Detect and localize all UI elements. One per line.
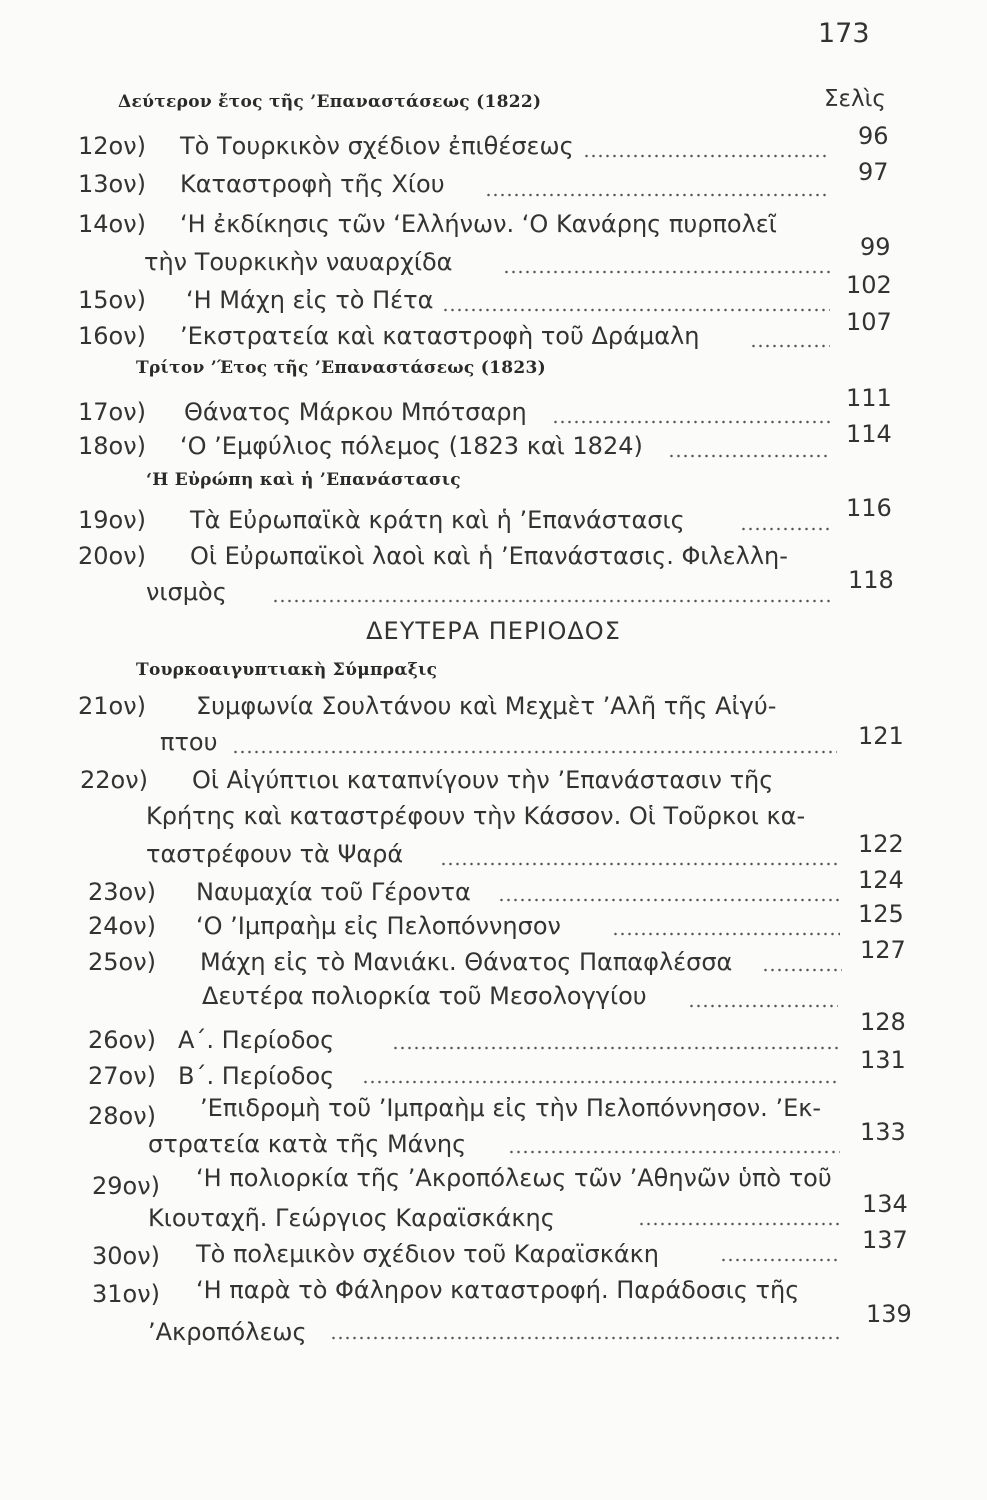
entry-title: Θάνατος Μάρκου Μπότσαρη (184, 398, 527, 426)
entry-number: 22ον) (80, 766, 148, 794)
entry-title-continued: πτου (160, 728, 218, 756)
entry-title: ’Εκστρατεία καὶ καταστροφὴ τοῦ Δράμαλη (180, 322, 700, 350)
entry-title-continued: Κρήτης καὶ καταστρέφουν τὴν Κάσσον. Οἱ Τοῦρκοι κα- (146, 802, 806, 830)
entry-number: 20ον) (78, 542, 146, 570)
entry-title: ‘Η πολιορκία τῆς ’Ακροπόλεως τῶν ’Αθηνῶν ὑπὸ τοῦ (196, 1164, 832, 1192)
page-number: 173 (818, 18, 870, 49)
entry-title-continued: ’Ακροπόλεως (148, 1318, 307, 1346)
entry-page: 116 (846, 494, 892, 522)
dot-leader (485, 193, 830, 197)
entry-page: 121 (858, 722, 904, 750)
dot-leader (442, 308, 830, 312)
entry-title: Οἱ Εὐρωπαϊκοὶ λαοὶ καὶ ἡ ’Επανάστασις. Φιλελλη- (190, 542, 788, 570)
dot-leader (583, 154, 830, 158)
entry-title: ‘Ο ’Εμφύλιος πόλεμος (1823 καὶ 1824) (180, 432, 643, 460)
entry-title: ‘Η παρὰ τὸ Φάληρον καταστροφή. Παράδοσις τῆς (196, 1276, 800, 1304)
entry-page: 107 (846, 308, 892, 336)
entry-number: 14ον) (78, 210, 146, 238)
entry-number: 13ον) (78, 170, 146, 198)
entry-title: Α΄. Περίοδος (178, 1026, 335, 1054)
entry-title-continued: στρατεία κατὰ τῆς Μάνης (148, 1130, 467, 1158)
entry-number: 31ον) (92, 1280, 160, 1308)
entry-number: 24ον) (88, 912, 156, 940)
entry-number: 27ον) (88, 1062, 156, 1090)
dot-leader (688, 1004, 838, 1008)
entry-page: 122 (858, 830, 904, 858)
subheading-title: Δευτέρα πολιορκία τοῦ Μεσολογγίου (202, 982, 647, 1010)
dot-leader (362, 1080, 840, 1084)
entry-title: ‘Ο ’Ιμπραὴμ εἰς Πελοπόννησον (196, 912, 561, 940)
entry-page: 134 (862, 1190, 908, 1218)
entry-page: 128 (860, 1008, 906, 1036)
entry-page: 99 (860, 233, 891, 261)
entry-title: Συμφωνία Σουλτάνου καὶ Μεχμὲτ ’Αλῆ τῆς Αἰγύ- (196, 692, 777, 720)
entry-number: 15ον) (78, 286, 146, 314)
entry-title: Καταστροφὴ τῆς Χίου (180, 170, 445, 198)
entry-title: Τὰ Εὐρωπαϊκὰ κράτη καὶ ἡ ’Επανάστασις (190, 506, 685, 534)
entry-title-continued: Κιουταχῆ. Γεώργιος Καραϊσκάκης (148, 1204, 555, 1232)
entry-title: Οἱ Αἰγύπτιοι καταπνίγουν τὴν ’Επανάστασιν τῆς (192, 766, 774, 794)
entry-number: 17ον) (78, 398, 146, 426)
dot-leader (330, 1336, 840, 1340)
entry-number: 30ον) (92, 1242, 160, 1270)
entry-title: Ναυμαχία τοῦ Γέροντα (196, 878, 471, 906)
entry-page: 96 (858, 122, 889, 150)
dot-leader (612, 932, 840, 936)
dot-leader (552, 420, 830, 424)
entry-title-continued: ταστρέφουν τὰ Ψαρά (146, 840, 404, 868)
entry-page: 125 (858, 900, 904, 928)
dot-leader (232, 750, 837, 754)
entry-title: ‘Η ἐκδίκησις τῶν ‘Ελλήνων. ‘Ο Κανάρης πυρπολεῖ (180, 210, 777, 238)
dot-leader (503, 270, 830, 274)
dot-leader (668, 454, 830, 458)
entry-page: 131 (860, 1046, 906, 1074)
section-heading: Τουρκοαιγυπτιακὴ Σύμπραξις (136, 660, 438, 680)
dot-leader (440, 862, 837, 866)
entry-page: 118 (848, 566, 894, 594)
dot-leader (638, 1222, 840, 1226)
entry-title: ‘Η Μάχη εἰς τὸ Πέτα (186, 286, 434, 314)
entry-page: 114 (846, 420, 892, 448)
entry-number: 29ον) (92, 1172, 160, 1200)
entry-page: 137 (862, 1226, 908, 1254)
dot-leader (740, 527, 830, 531)
section-heading: ‘Η Εὐρώπη καὶ ἡ ’Επανάστασις (146, 470, 461, 490)
section-heading: Δεύτερον ἔτος τῆς ’Επαναστάσεως (1822) (118, 92, 542, 112)
entry-title-continued: νισμὸς (146, 578, 227, 606)
entry-number: 23ον) (88, 878, 156, 906)
entry-page: 97 (858, 158, 889, 186)
entry-number: 21ον) (78, 692, 146, 720)
entry-number: 12ον) (78, 132, 146, 160)
entry-title: Τὸ πολεμικὸν σχέδιον τοῦ Καραϊσκάκη (196, 1240, 660, 1268)
dot-leader (750, 344, 830, 348)
entry-number: 26ον) (88, 1026, 156, 1054)
dot-leader (720, 1258, 840, 1262)
entry-number: 18ον) (78, 432, 146, 460)
entry-title: Β΄. Περίοδος (178, 1062, 335, 1090)
entry-title: ’Επιδρομὴ τοῦ ’Ιμπραὴμ εἰς τὴν Πελοπόννησον. ’Εκ- (200, 1094, 822, 1122)
dot-leader (508, 1150, 840, 1154)
entry-number: 19ον) (78, 506, 146, 534)
dot-leader (762, 968, 842, 972)
dot-leader (498, 898, 840, 902)
dot-leader (392, 1046, 840, 1050)
entry-number: 25ον) (88, 948, 156, 976)
entry-number: 28ον) (88, 1102, 156, 1130)
entry-title: Μάχη εἰς τὸ Μανιάκι. Θάνατος Παπαφλέσσα (200, 948, 733, 976)
entry-page: 133 (860, 1118, 906, 1146)
entry-page: 102 (846, 271, 892, 299)
entry-page: 111 (846, 384, 892, 412)
entry-title: Τὸ Τουρκικὸν σχέδιον ἐπιθέσεως (180, 132, 574, 160)
entry-title-continued: τὴν Τουρκικὴν ναυαρχίδα (144, 248, 453, 276)
entry-number: 16ον) (78, 322, 146, 350)
column-header-page: Σελὶς (824, 86, 886, 112)
entry-page: 139 (866, 1300, 912, 1328)
dot-leader (272, 599, 830, 603)
section-heading: Τρίτον ’Έτος τῆς ’Επαναστάσεως (1823) (136, 358, 546, 378)
period-heading: ΔΕΥΤΕΡΑ ΠΕΡΙΟΔΟΣ (366, 617, 621, 645)
entry-page: 127 (860, 936, 906, 964)
entry-page: 124 (858, 866, 904, 894)
